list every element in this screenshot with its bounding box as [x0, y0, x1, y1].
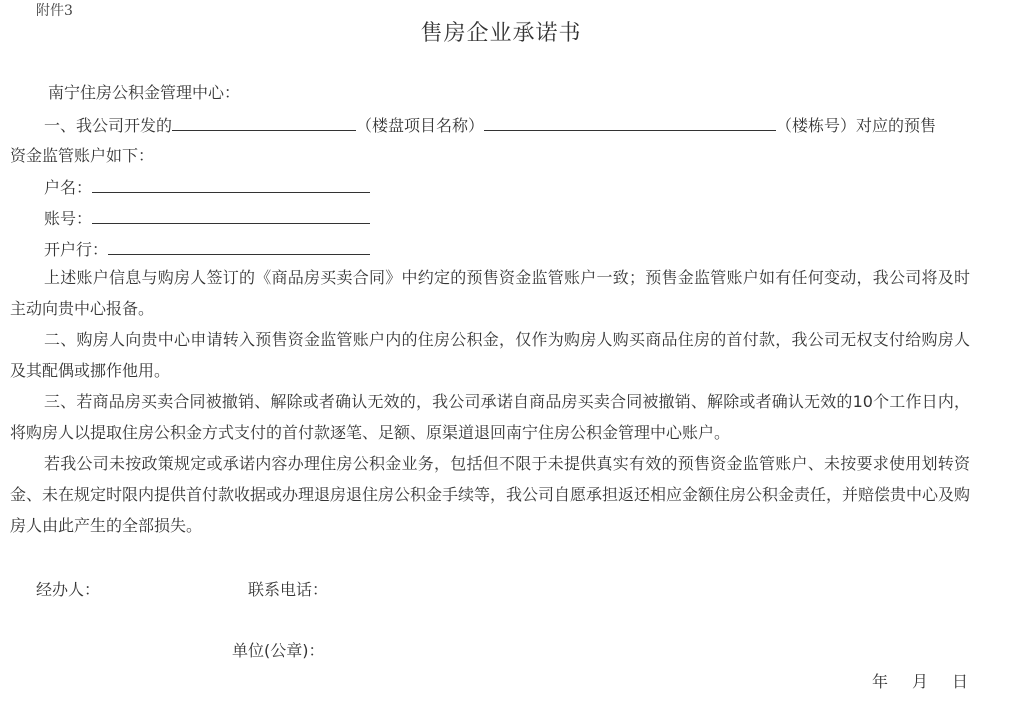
paragraph-liability: 若我公司未按政策规定或承诺内容办理住房公积金业务，包括但不限于未提供真实有效的预售资金监管账户、未按要求使用划转资金、未在规定时限内提供首付款收据或办理退房退住房公积金手续等，我公司自愿承担返还相应金额住房公积金责任，并赔偿贵中心及购房人由此产生的全部损失。 [10, 454, 971, 535]
account-name-label: 户名： [44, 178, 93, 197]
paragraph-item-2: 二、购房人向贵中心申请转入预售资金监管账户内的住房公积金，仅作为购房人购买商品住房的首付款，我公司无权支付给购房人及其配偶或挪作他用。 [10, 330, 970, 380]
annex-label: 附件3 [36, 3, 73, 19]
project-name-label: （楼盘项目名称） [356, 116, 485, 135]
building-number-label: （楼栋号）对应的预售 [776, 116, 937, 135]
account-name-row [44, 174, 370, 198]
bank-label: 开户行： [44, 240, 109, 259]
account-name-blank [92, 174, 370, 193]
handler-label: 经办人： [36, 580, 101, 599]
account-number-blank [92, 205, 370, 224]
bank-blank [108, 236, 370, 255]
account-number-label: 账号： [44, 209, 93, 228]
phone-label: 联系电话： [248, 580, 329, 599]
bank-row [44, 236, 370, 260]
unit-seal-label: 单位(公章)： [232, 641, 325, 660]
account-number-row [44, 205, 370, 229]
item1-line [44, 112, 936, 136]
item1-prefix: 一、我公司开发的 [44, 116, 173, 135]
item1-continuation: 资金监管账户如下： [10, 146, 155, 165]
date-day: 日 [952, 672, 969, 691]
document-title: 售房企业承诺书 [420, 21, 582, 46]
salutation: 南宁住房公积金管理中心： [48, 83, 241, 102]
date-month: 月 [912, 672, 929, 691]
building-number-blank [484, 112, 776, 131]
paragraph-account-info: 上述账户信息与购房人签订的《商品房买卖合同》中约定的预售资金监管账户一致；预售金监管账户如有任何变动，我公司将及时主动向贵中心报备。 [10, 268, 970, 318]
paragraph-item-3: 三、若商品房买卖合同被撤销、解除或者确认无效的，我公司承诺自商品房买卖合同被撤销、解除或者确认无效的10个工作日内，将购房人以提取住房公积金方式支付的首付款逐笔、足额、原渠道退回南宁住房公积金管理中心账户。 [10, 392, 970, 442]
date-year: 年 [872, 672, 889, 691]
project-name-blank [172, 112, 356, 131]
